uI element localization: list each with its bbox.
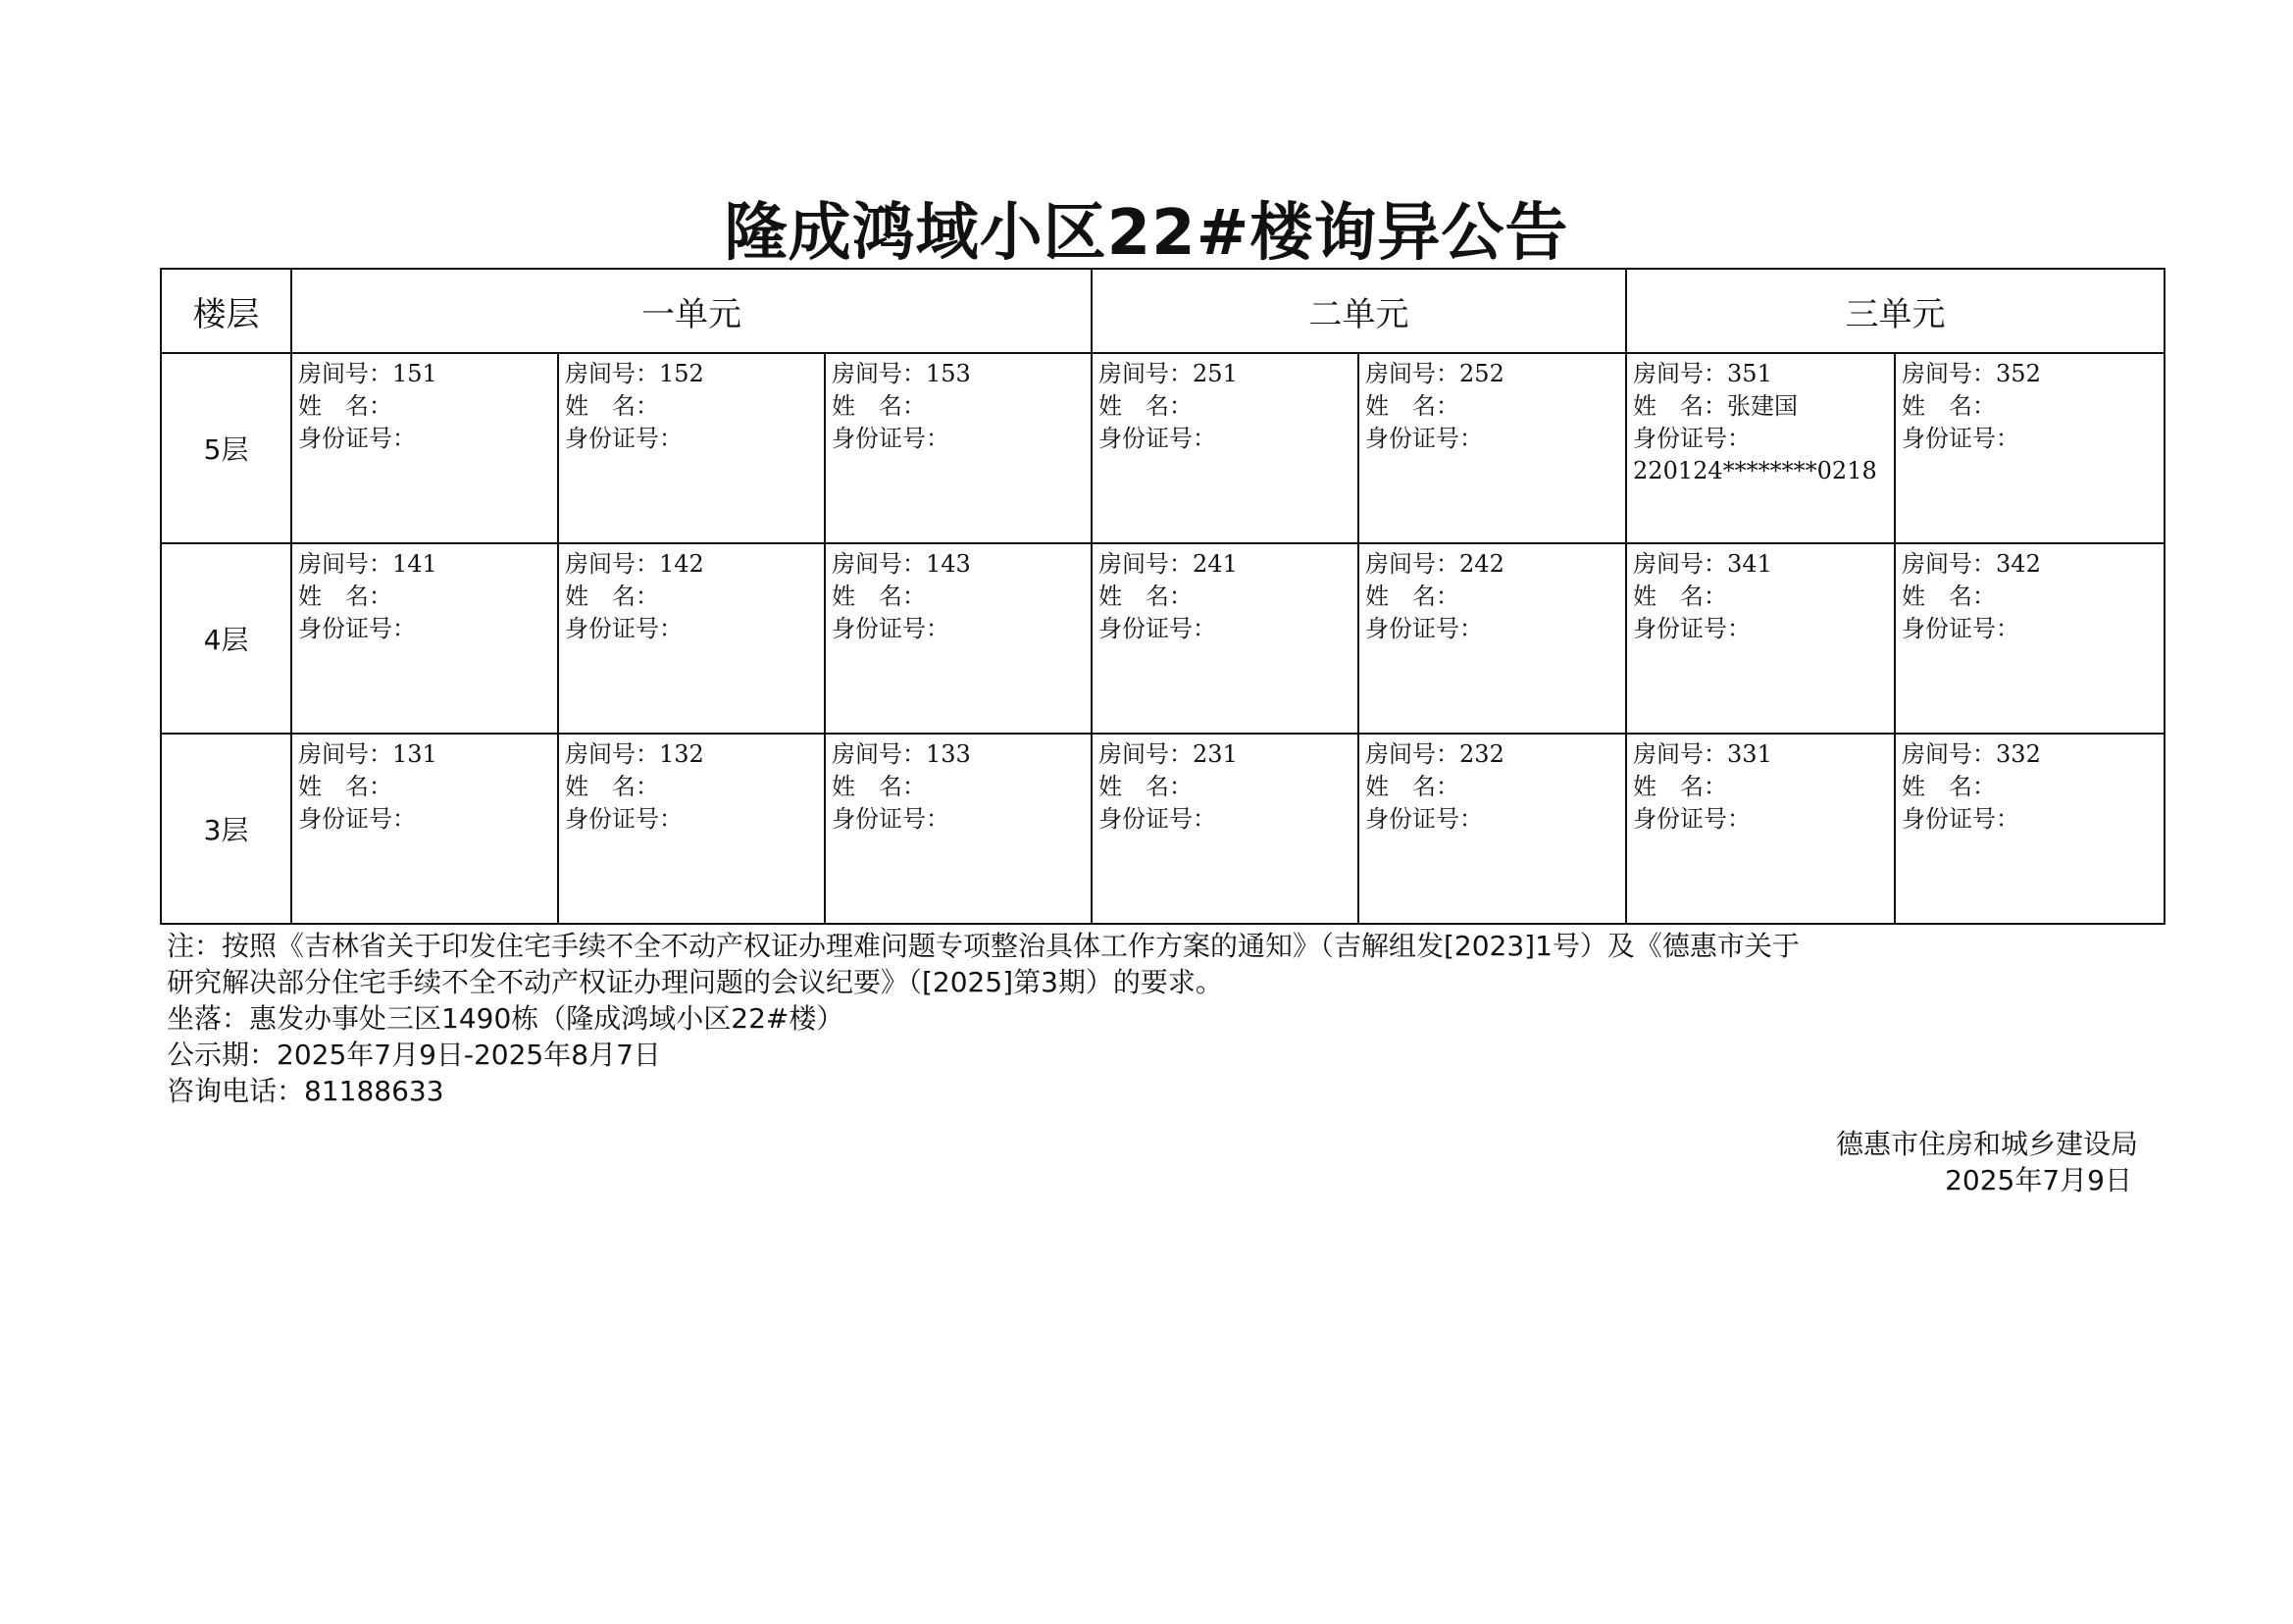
id-number-label: 身份证号：	[1633, 615, 1752, 642]
floor-row	[161, 353, 2165, 543]
owner-name-line	[1633, 771, 1890, 803]
room-number-label: 房间号：	[298, 360, 392, 387]
issue-date: 2025年7月9日	[1945, 1164, 2132, 1196]
unit-3-header: 三单元	[1626, 269, 2165, 353]
room-cell	[1895, 353, 2165, 543]
owner-name-line	[1365, 390, 1621, 423]
room-number-value: 232	[1459, 740, 1504, 768]
id-number-label: 身份证号：	[832, 615, 949, 642]
id-number-label: 身份证号：	[1902, 425, 2020, 452]
room-number-line	[1902, 358, 2160, 390]
room-number-label: 房间号：	[1633, 740, 1728, 768]
room-number-value: 231	[1193, 740, 1238, 768]
room-number-line	[298, 548, 553, 581]
floor-row	[161, 543, 2165, 734]
notes-section	[167, 928, 2167, 1109]
owner-name-line	[298, 581, 553, 613]
room-number-line	[565, 738, 820, 771]
room-number-value: 151	[392, 360, 437, 387]
room-number-value: 352	[1996, 360, 2041, 387]
owner-name-line	[1633, 581, 1890, 613]
owner-name-line	[1365, 581, 1621, 613]
owner-name-line	[832, 581, 1087, 613]
id-number-label: 身份证号：	[565, 805, 683, 833]
owner-name-line	[565, 771, 820, 803]
room-number-label: 房间号：	[832, 360, 926, 387]
owner-name-label: 姓 名：	[298, 583, 392, 610]
room-cell	[1358, 734, 1626, 924]
id-number-label: 身份证号：	[1365, 615, 1484, 642]
room-number-label: 房间号：	[1365, 550, 1460, 578]
room-number-value: 241	[1193, 550, 1238, 578]
room-cell	[1626, 353, 1895, 543]
room-number-line	[1902, 548, 2160, 581]
owner-name-label: 姓 名：	[565, 392, 659, 420]
owner-name-line	[1098, 771, 1353, 803]
room-number-value: 331	[1727, 740, 1772, 768]
room-cell	[825, 734, 1092, 924]
room-number-line	[1365, 548, 1621, 581]
room-number-label: 房间号：	[565, 550, 659, 578]
owner-name-line	[1098, 581, 1353, 613]
room-number-value: 132	[659, 740, 704, 768]
owner-name-line	[298, 771, 553, 803]
room-number-label: 房间号：	[1098, 740, 1194, 768]
room-number-label: 房间号：	[832, 550, 926, 578]
id-number-value: 220124********0218	[1633, 457, 1877, 484]
owner-name-label: 姓 名：	[298, 392, 392, 420]
id-number-label: 身份证号：	[832, 425, 949, 452]
room-number-label: 房间号：	[298, 550, 392, 578]
table-header-row	[161, 269, 2165, 353]
room-number-line	[1633, 738, 1890, 771]
room-number-label: 房间号：	[1902, 740, 1997, 768]
room-cell	[1092, 353, 1358, 543]
id-number-label: 身份证号：	[565, 615, 683, 642]
room-number-label: 房间号：	[832, 740, 926, 768]
owner-name-label: 姓 名：	[565, 773, 659, 800]
phone-text: 咨询电话：81188633	[167, 1075, 444, 1107]
id-number-label: 身份证号：	[832, 805, 949, 833]
room-number-value: 142	[659, 550, 704, 578]
owner-name-line	[1098, 390, 1353, 423]
floor-label: 4层	[161, 543, 291, 734]
room-cell	[291, 734, 558, 924]
owner-name-label: 姓 名：	[1365, 583, 1460, 610]
id-number-label: 身份证号：	[1098, 805, 1217, 833]
room-number-value: 153	[926, 360, 971, 387]
unit-1-header: 一单元	[291, 269, 1092, 353]
signature-block	[1836, 1126, 2138, 1198]
owner-name-label: 姓 名：	[1902, 583, 1997, 610]
floor-row	[161, 734, 2165, 924]
room-table	[160, 268, 2166, 925]
room-number-line	[298, 738, 553, 771]
note-text-cont: 研究解决部分住宅手续不全不动产权证办理问题的会议纪要》（[2025]第3期）的要求。	[167, 966, 1223, 998]
room-number-line	[1365, 738, 1621, 771]
owner-name-line	[1365, 771, 1621, 803]
room-number-line	[565, 358, 820, 390]
room-number-line	[1633, 358, 1890, 390]
owner-name-label: 姓 名：	[1902, 392, 1997, 420]
room-number-line	[1098, 738, 1353, 771]
owner-name-line	[1902, 771, 2160, 803]
owner-name-line	[832, 771, 1087, 803]
owner-name-label: 姓 名：	[832, 773, 926, 800]
room-number-value: 131	[392, 740, 437, 768]
room-number-value: 143	[926, 550, 971, 578]
room-cell	[1895, 543, 2165, 734]
room-number-value: 351	[1727, 360, 1772, 387]
note-text: 注：按照《吉林省关于印发住宅手续不全不动产权证办理难问题专项整治具体工作方案的通知》（吉解组发[2023]1号）及《德惠市关于	[167, 930, 1800, 962]
room-number-line	[832, 548, 1087, 581]
room-number-label: 房间号：	[1098, 550, 1194, 578]
room-cell	[558, 353, 825, 543]
location-text: 坐落：惠发办事处三区1490栋（隆成鸿域小区22#楼）	[167, 1002, 844, 1035]
id-number-label: 身份证号：	[1633, 805, 1752, 833]
room-cell	[1092, 734, 1358, 924]
id-number-label: 身份证号：	[1098, 615, 1217, 642]
owner-name-label: 姓 名：	[1365, 392, 1460, 420]
room-cell	[558, 734, 825, 924]
owner-name-line	[298, 390, 553, 423]
owner-name-line	[1902, 390, 2160, 423]
id-number-label: 身份证号：	[1365, 805, 1484, 833]
period-text: 公示期：2025年7月9日-2025年8月7日	[167, 1039, 661, 1071]
owner-name-label: 姓 名：	[832, 392, 926, 420]
room-cell	[825, 543, 1092, 734]
room-number-label: 房间号：	[1365, 360, 1460, 387]
room-number-value: 133	[926, 740, 971, 768]
floor-label: 3层	[161, 734, 291, 924]
id-number-label: 身份证号：	[1365, 425, 1484, 452]
room-number-line	[1098, 548, 1353, 581]
room-cell	[1092, 543, 1358, 734]
room-number-line	[1365, 358, 1621, 390]
owner-name-label: 姓 名：	[1633, 583, 1728, 610]
room-number-label: 房间号：	[298, 740, 392, 768]
room-number-value: 342	[1996, 550, 2041, 578]
room-number-value: 141	[392, 550, 437, 578]
id-number-label: 身份证号：	[298, 425, 416, 452]
room-number-line	[832, 738, 1087, 771]
room-number-label: 房间号：	[1902, 360, 1997, 387]
id-number-label: 身份证号：	[1098, 425, 1217, 452]
owner-name-line	[832, 390, 1087, 423]
owner-name-label: 姓 名：	[832, 583, 926, 610]
owner-name-line	[565, 390, 820, 423]
owner-name-line	[565, 581, 820, 613]
id-number-label: 身份证号：	[298, 805, 416, 833]
owner-name-label: 姓 名：	[1098, 392, 1194, 420]
room-number-line	[565, 548, 820, 581]
owner-name-label: 姓 名：	[298, 773, 392, 800]
room-cell	[291, 353, 558, 543]
page-title: 隆成鸿域小区22#楼询异公告	[724, 197, 1569, 270]
room-number-value: 242	[1459, 550, 1504, 578]
room-number-line	[1902, 738, 2160, 771]
unit-2-header: 二单元	[1092, 269, 1626, 353]
room-cell	[1626, 734, 1895, 924]
room-cell	[1626, 543, 1895, 734]
room-cell	[825, 353, 1092, 543]
room-cell	[1358, 353, 1626, 543]
room-number-label: 房间号：	[565, 360, 659, 387]
id-number-label: 身份证号：	[298, 615, 416, 642]
owner-name-label: 姓 名：	[1633, 773, 1728, 800]
room-number-value: 251	[1193, 360, 1238, 387]
room-cell	[291, 543, 558, 734]
owner-name-label: 姓 名：	[1098, 583, 1194, 610]
id-number-label: 身份证号：	[1633, 425, 1752, 452]
room-number-line	[298, 358, 553, 390]
owner-name-label: 姓 名：	[565, 583, 659, 610]
owner-name-value: 张建国	[1727, 392, 1799, 420]
room-number-line	[832, 358, 1087, 390]
room-cell	[1895, 734, 2165, 924]
room-number-label: 房间号：	[1098, 360, 1194, 387]
room-number-value: 341	[1727, 550, 1772, 578]
owner-name-line	[1902, 581, 2160, 613]
owner-name-label: 姓 名：	[1365, 773, 1460, 800]
owner-name-line	[1633, 390, 1890, 423]
id-number-label: 身份证号：	[565, 425, 683, 452]
room-number-label: 房间号：	[565, 740, 659, 768]
owner-name-label: 姓 名：	[1098, 773, 1194, 800]
room-number-line	[1633, 548, 1890, 581]
floor-header: 楼层	[161, 269, 291, 353]
room-number-value: 332	[1996, 740, 2041, 768]
room-number-value: 252	[1459, 360, 1504, 387]
room-number-label: 房间号：	[1365, 740, 1460, 768]
room-number-value: 152	[659, 360, 704, 387]
room-number-label: 房间号：	[1633, 550, 1728, 578]
room-number-line	[1098, 358, 1353, 390]
floor-label: 5层	[161, 353, 291, 543]
issuing-organization: 德惠市住房和城乡建设局	[1835, 1128, 2138, 1160]
owner-name-label: 姓 名：	[1633, 392, 1728, 420]
room-cell	[558, 543, 825, 734]
id-number-label: 身份证号：	[1902, 615, 2020, 642]
owner-name-label: 姓 名：	[1902, 773, 1997, 800]
id-number-label: 身份证号：	[1902, 805, 2020, 833]
room-number-label: 房间号：	[1633, 360, 1728, 387]
room-cell	[1358, 543, 1626, 734]
room-number-label: 房间号：	[1902, 550, 1997, 578]
